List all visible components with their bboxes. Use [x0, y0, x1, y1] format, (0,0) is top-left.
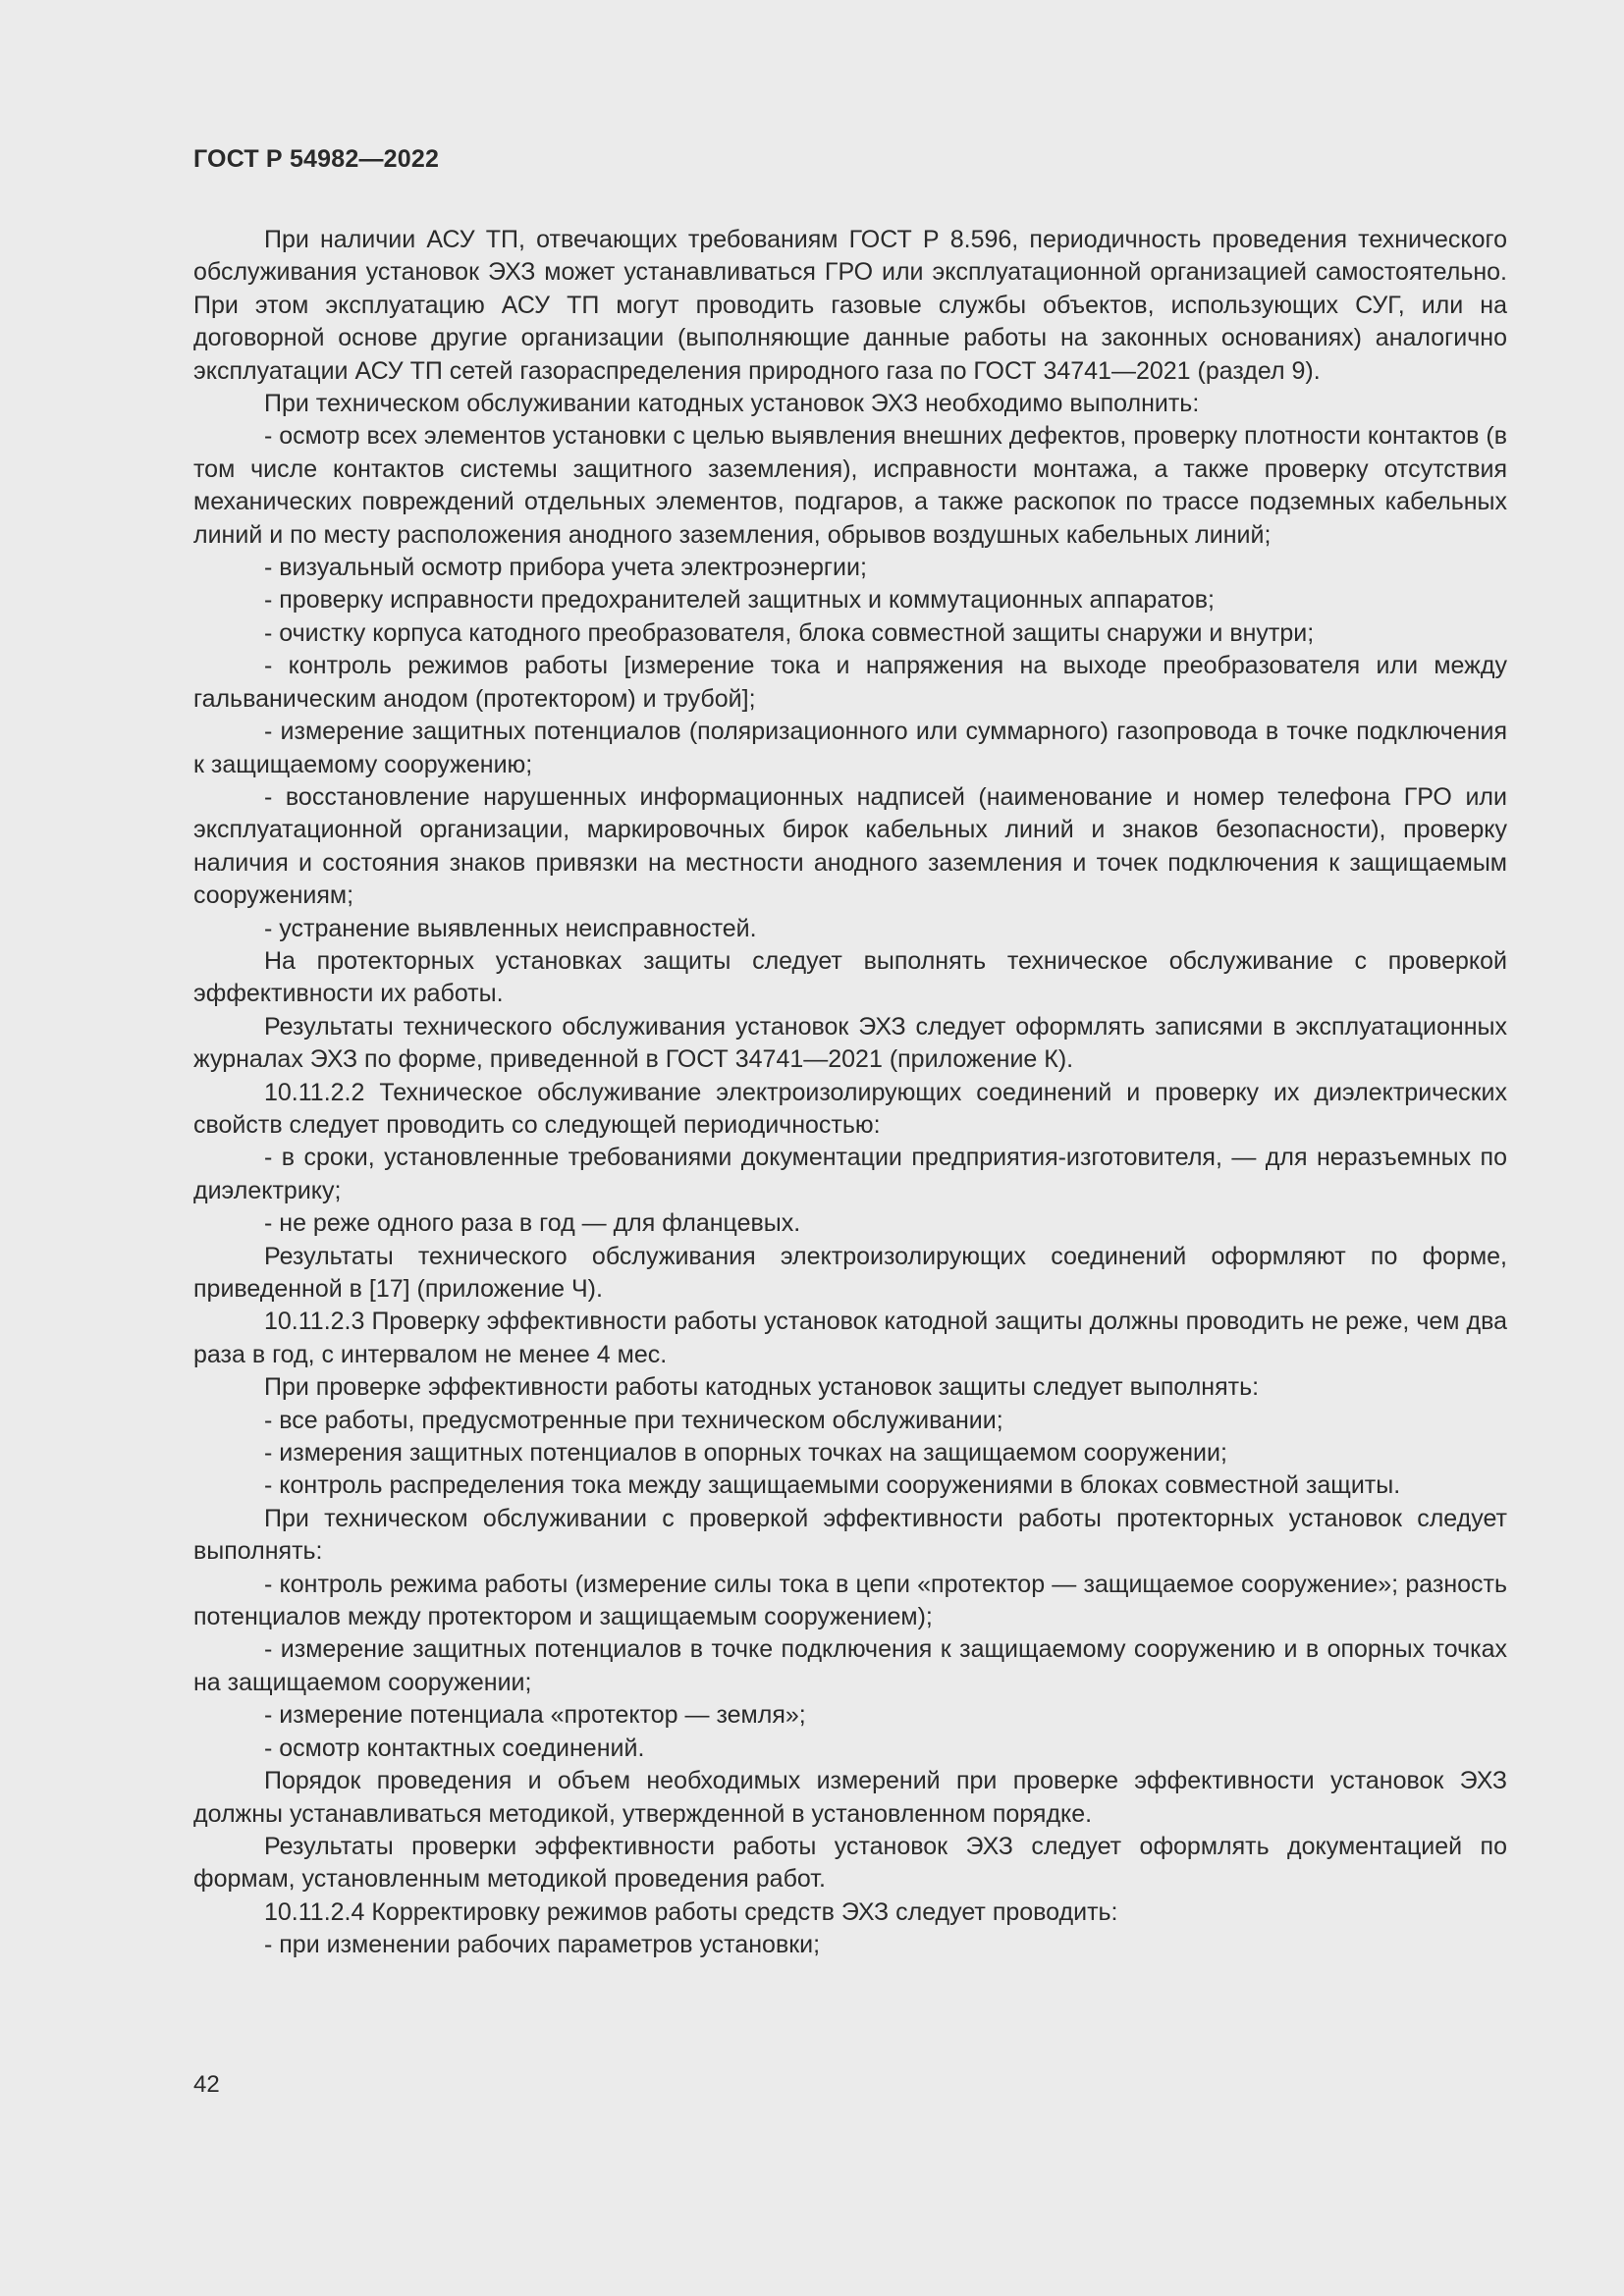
list-item: - все работы, предусмотренные при техническом обслуживании;: [264, 1406, 1003, 1434]
paragraph: На протекторных установках защиты следует выполнять техническое обслуживание с проверкой эффективности их работы.: [193, 946, 1507, 1008]
paragraph: 10.11.2.3 Проверку эффективности работы установок катодной защиты должны проводить не реже, чем два раза в год, с интервалом не менее 4 мес.: [193, 1308, 1507, 1368]
list-item: - не реже одного раза в год — для фланцевых.: [264, 1209, 801, 1238]
list-item: - контроль режимов работы [измерение тока и напряжения на выходе преобразователя или между гальваническим анодом (протектором) и трубой];: [193, 652, 1507, 713]
list-item: - измерение защитных потенциалов (поляризационного или суммарного) газопровода в точке подключения к защищаемому сооружению;: [193, 718, 1507, 778]
list-item: - очистку корпуса катодного преобразователя, блока совместной защиты снаружи и внутри;: [264, 618, 1315, 647]
list-item: - восстановление нарушенных информационных надписей (наименование и номер телефона ГРО или эксплуатационной организации, маркировочных бирок кабельных линий и знаков безопасности), проверку наличия и состояния знаков привязки на местности анодного заземления и точек подключения к защищаемым сооружениям;: [193, 782, 1507, 910]
paragraph: 10.11.2.4 Корректировку режимов работы средств ЭХЗ следует проводить:: [264, 1897, 1118, 1926]
paragraph: При техническом обслуживании катодных установок ЭХЗ необходимо выполнить:: [264, 390, 1200, 418]
list-item: - измерение потенциала «протектор — земля»;: [264, 1701, 806, 1730]
page-number: 42: [193, 2071, 220, 2098]
list-item: - измерения защитных потенциалов в опорных точках на защищаемом сооружении;: [264, 1439, 1227, 1468]
list-item: - осмотр всех элементов установки с целью выявления внешних дефектов, проверку плотности контактов (в том числе контактов системы защитного заземления), исправности монтажа, а также проверку отсутствия механических повреждений отдельных элементов, подгаров, а также раскопок по трассе подземных кабельных линий и по месту расположения анодного заземления, обрывов воздушных кабельных линий;: [193, 422, 1507, 549]
list-item: - в сроки, установленные требованиями документации предприятия-изготовителя, — для неразъемных по диэлектрику;: [193, 1144, 1507, 1204]
paragraph: При техническом обслуживании с проверкой эффективности работы протекторных установок следует выполнять:: [193, 1504, 1507, 1566]
paragraph: 10.11.2.2 Техническое обслуживание электроизолирующих соединений и проверку их диэлектрических свойств следует проводить со следующей периодичностью:: [193, 1078, 1507, 1139]
list-item: - контроль распределения тока между защищаемыми сооружениями в блоках совместной защиты.: [264, 1471, 1401, 1500]
list-item: - контроль режима работы (измерение силы тока в цепи «протектор — защищаемое сооружение»; разность потенциалов между протектором и защищаемым сооружением);: [193, 1570, 1507, 1631]
list-item: - при изменении рабочих параметров установки;: [264, 1931, 821, 1959]
list-item: - проверку исправности предохранителей защитных и коммутационных аппаратов;: [264, 586, 1215, 614]
list-item: - визуальный осмотр прибора учета электроэнергии;: [264, 554, 867, 582]
paragraph: При наличии АСУ ТП, отвечающих требованиям ГОСТ Р 8.596, периодичность проведения технического обслуживания установок ЭХЗ может устанавливаться ГРО или эксплуатационной организацией самостоятельно. При этом эксплуатацию АСУ ТП могут проводить газовые службы объектов, использующих СУГ, или на договорной основе другие организации (выполняющие данные работы на законных основаниях) аналогично эксплуатации АСУ ТП сетей газораспределения природного газа по ГОСТ 34741—2021 (раздел 9).: [193, 226, 1507, 385]
paragraph: Порядок проведения и объем необходимых измерений при проверке эффективности установок ЭХЗ должны устанавливаться методикой, утвержденной в установленном порядке.: [193, 1767, 1507, 1828]
paragraph: При проверке эффективности работы катодных установок защиты следует выполнять:: [264, 1373, 1260, 1402]
document-body: [193, 224, 1507, 1962]
paragraph: Результаты технического обслуживания установок ЭХЗ следует оформлять записями в эксплуатационных журналах ЭХЗ по форме, приведенной в ГОСТ 34741—2021 (приложение К).: [193, 1012, 1507, 1074]
paragraph: Результаты технического обслуживания электроизолирующих соединений оформляют по форме, приведенной в [17] (приложение Ч).: [193, 1242, 1507, 1303]
document-header: ГОСТ Р 54982—2022: [193, 145, 440, 173]
list-item: - осмотр контактных соединений.: [264, 1734, 645, 1762]
list-item: - измерение защитных потенциалов в точке подключения к защищаемому сооружению и в опорных точках на защищаемом сооружении;: [193, 1635, 1507, 1696]
paragraph: Результаты проверки эффективности работы установок ЭХЗ следует оформлять документацией по формам, установленным методикой проведения работ.: [193, 1832, 1507, 1894]
list-item: - устранение выявленных неисправностей.: [264, 914, 757, 942]
